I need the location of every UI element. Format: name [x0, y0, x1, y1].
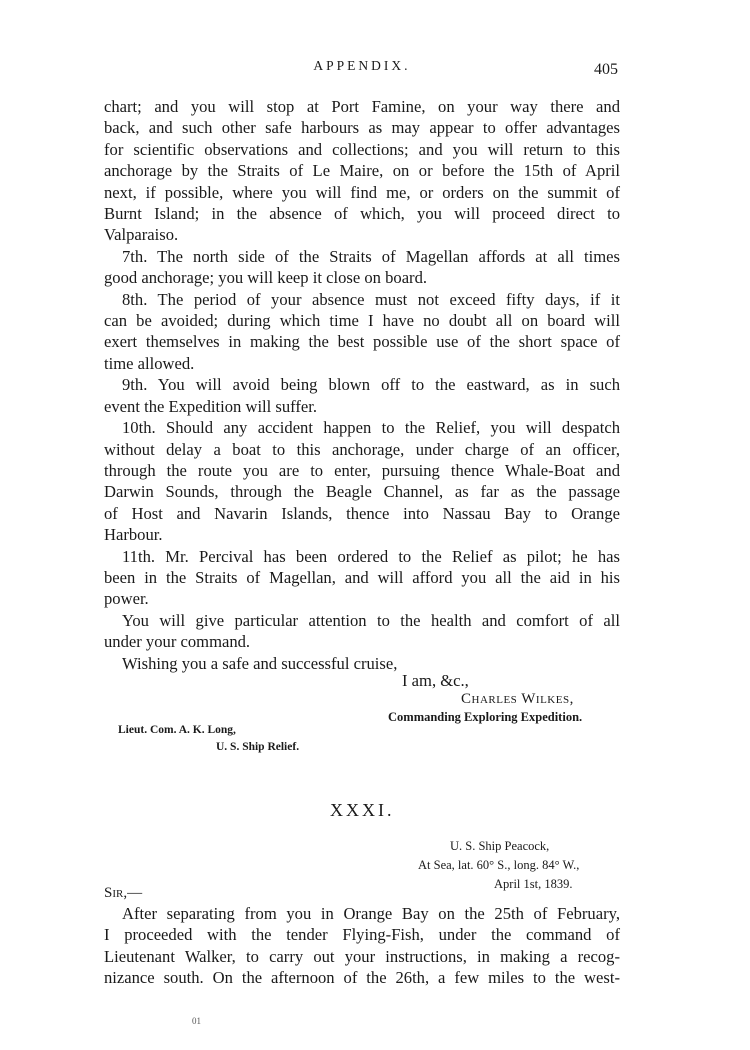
- text-line: chart; and you will stop at Port Famine, on your way there and: [104, 97, 620, 116]
- page-header: [106, 58, 618, 82]
- text-line: through the route you are to enter, pursuing thence Whale-Boat and: [104, 460, 620, 480]
- text-line: 7th. The north side of the Straits of Magellan affords at all times: [122, 246, 620, 266]
- letter-head-ship: U. S. Ship Peacock,: [450, 839, 550, 853]
- text-line: back, and such other safe harbours as may appear to offer advantages: [104, 118, 620, 138]
- letter-text: [104, 903, 620, 989]
- signer-name: Charles Wilkes,: [461, 691, 574, 707]
- letter-line: nizance south. On the afternoon of the 26th, a few miles to the west-: [104, 968, 620, 988]
- signature-mark: 01: [192, 1016, 201, 1026]
- text-line: Harbour.: [104, 525, 163, 545]
- text-line: of Host and Navarin Islands, thence into Nassau Bay to Orange: [104, 503, 620, 523]
- text-line: 8th. The period of your absence must not exceed fifty days, if it: [122, 289, 620, 309]
- text-line: next, if possible, where you will find me, or orders on the summit of: [104, 182, 620, 202]
- text-line: anchorage by the Straits of Le Maire, on or before the 15th of April: [104, 161, 620, 181]
- letter-line: After separating from you in Orange Bay on the 25th of February,: [122, 904, 620, 923]
- instructions-text: [104, 96, 620, 674]
- text-line: power.: [104, 589, 149, 609]
- letter-head-date: April 1st, 1839.: [494, 877, 573, 891]
- signer-title: Commanding Exploring Expedition.: [388, 710, 583, 724]
- text-line: for scientific observations and collections; and you will return to this: [104, 139, 620, 159]
- text-line: good anchorage; you will keep it close on board.: [104, 268, 428, 288]
- text-line: under your command.: [104, 632, 251, 652]
- salutation: Sir,—: [104, 885, 143, 901]
- letter-head-position: At Sea, lat. 60° S., long. 84° W.,: [418, 858, 580, 872]
- text-line: been in the Straits of Magellan, and will afford you all the aid in his: [104, 567, 620, 587]
- text-line: You will give particular attention to the health and comfort of all: [122, 610, 620, 630]
- text-line: time allowed.: [104, 353, 195, 373]
- text-line: without delay a boat to this anchorage, under charge of an officer,: [104, 439, 620, 459]
- letter-line: I proceeded with the tender Flying-Fish, under the command of: [104, 925, 620, 945]
- text-line: 10th. Should any accident happen to the Relief, you will despatch: [122, 418, 620, 438]
- letter-line: Lieutenant Walker, to carry out your instructions, in making a recog-: [104, 946, 620, 966]
- text-line: exert themselves in making the best possible use of the short space of: [104, 332, 620, 352]
- page-number: 405: [594, 61, 618, 78]
- valediction: I am, &c.,: [402, 671, 469, 690]
- text-line: event the Expedition will suffer.: [104, 396, 318, 416]
- addressee-ship: U. S. Ship Relief.: [216, 741, 300, 753]
- section-title: XXXI.: [330, 800, 395, 820]
- addressee-name: Lieut. Com. A. K. Long,: [118, 724, 236, 736]
- text-line: Darwin Sounds, through the Beagle Channel, as far as the passage: [104, 482, 620, 502]
- text-line: Wishing you a safe and successful cruise,: [122, 653, 398, 673]
- running-head: APPENDIX.: [313, 58, 411, 73]
- text-line: Valparaiso.: [104, 225, 179, 245]
- text-line: can be avoided; during which time I have no doubt all on board will: [104, 311, 620, 331]
- text-line: 11th. Mr. Percival has been ordered to the Relief as pilot; he has: [122, 546, 620, 566]
- text-line: 9th. You will avoid being blown off to the eastward, as in such: [122, 375, 620, 395]
- text-line: Burnt Island; in the absence of which, you will proceed direct to: [104, 204, 620, 224]
